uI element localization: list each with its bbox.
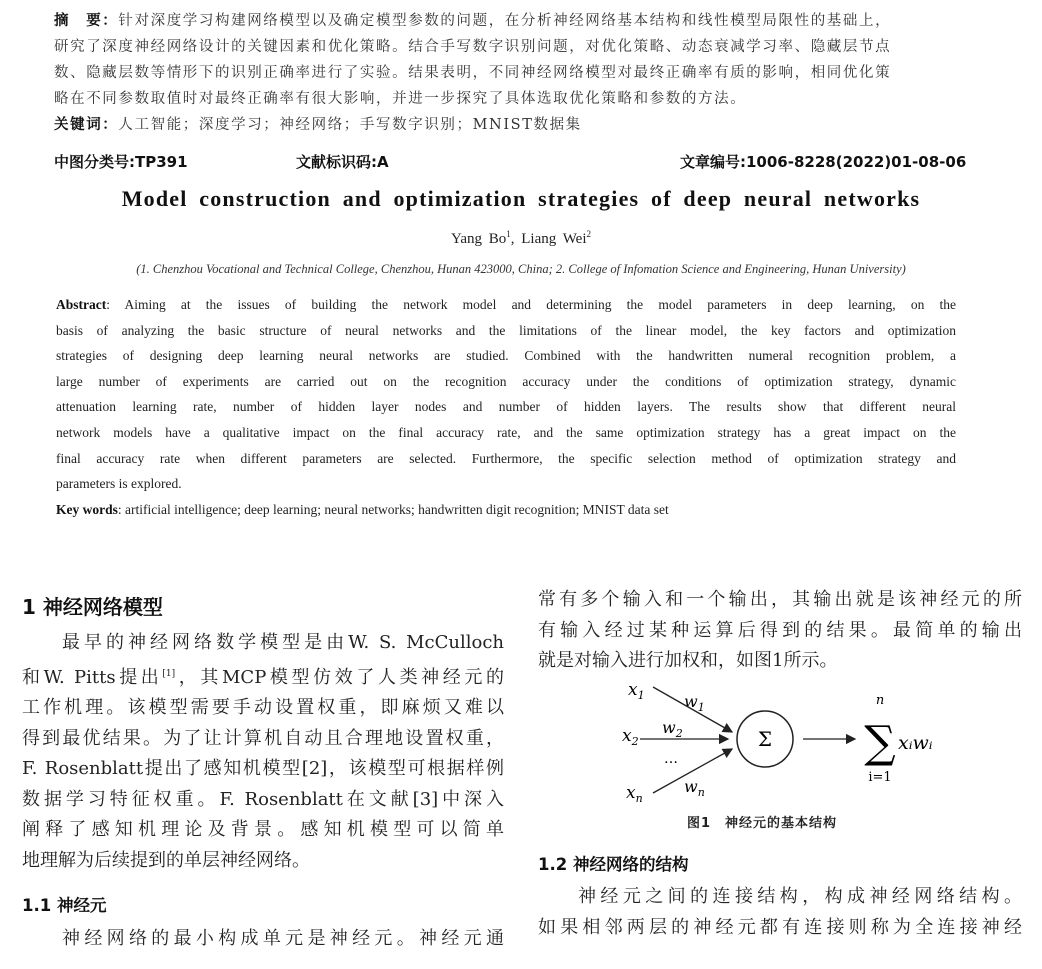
reference-marker[interactable]: [1] [162, 668, 176, 679]
body-line: 和W. Pitts提出[1]，其MCP模型仿效了人类神经元的 [22, 666, 504, 688]
body-line: 常有多个输入和一个输出，其输出就是该神经元的所 [538, 589, 1022, 610]
sum-lower-limit: i=1 [868, 770, 892, 785]
english-abstract-line: parameters is explored. [56, 476, 182, 492]
input-x2: $x_2$ [622, 726, 639, 748]
english-abstract-line: Abstract: Aiming at the issues of building the network model and determining the model parameters in deep learning, on the [56, 297, 956, 312]
body-line: 地理解为后续提到的单层神经网络。 [22, 849, 310, 871]
neuron-diagram [600, 675, 960, 810]
section-1-2-text [538, 882, 1022, 943]
english-abstract-line: strategies of designing deep learning neural networks are studied. Combined with the handwritten numeral recognition problem, a [56, 348, 956, 364]
body-line: 工作机理。该模型需要手动设置权重，即麻烦又难以 [22, 697, 504, 718]
clc-number: 中图分类号:TP391 [54, 153, 188, 171]
english-abstract-line: network models have a qualitative impact on the final accuracy rate, and the same optimization strategy has a great impact on the [56, 424, 956, 440]
ellipsis: … [664, 751, 678, 767]
section-1-2-heading: 1.2 神经网络的结构 [538, 855, 689, 874]
section-1-1-text [22, 924, 504, 955]
body-line: 数据学习特征权重。F. Rosenblatt在文献[3]中深入 [22, 788, 504, 810]
body-line: 得到最优结果。为了让计算机自动且合理地设置权重， [22, 727, 504, 749]
author-1-affiliation-mark: 1 [506, 229, 511, 239]
english-authors: Yang Bo$^1$, Liang Wei$^2$ [451, 229, 591, 247]
chinese-abstract [54, 8, 994, 138]
chinese-abstract-line: 数、隐藏层数等情形下的识别正确率进行了实验。结果表明，不同神经网络模型对最终正确率有质的影响，相同优化策 [54, 65, 892, 81]
right-column-text [538, 585, 1022, 677]
english-abstract-line: final accuracy rate when different parameters are selected. Furthermore, the specific selection method of optimization strategy and [56, 450, 956, 466]
english-keywords: Key words: artificial intelligence; deep learning; neural networks; handwritten digit recognition; MNIST data set [56, 501, 669, 517]
english-abstract-line: attenuation learning rate, number of hidden layer nodes and number of hidden layers. The results show that different neural [56, 399, 956, 415]
author-2-affiliation-mark: 2 [586, 229, 591, 239]
weight-w1: $w_1$ [684, 692, 705, 714]
chinese-keywords: 关键词：人工智能；深度学习；神经网络；手写数字识别；MNIST数据集 [54, 117, 582, 133]
english-abstract-line: basis of analyzing the basic structure of neural networks and the limitations of the linear model, the key factors and optimization [56, 322, 956, 338]
input-x1: $x_1$ [628, 680, 645, 702]
author-1: Yang Bo [451, 231, 507, 247]
body-line: 神经网络的最小构成单元是神经元。神经元通 [62, 928, 504, 949]
sum-upper-limit: n [875, 693, 885, 708]
author-2: Liang Wei [521, 231, 587, 247]
body-line: 如果相邻两层的神经元都有连接则称为全连接神经 [538, 916, 1022, 938]
chinese-abstract-line: 略在不同参数取值时对最终正确率有很大影响，并进一步探究了具体选取优化策略和参数的方法。 [54, 91, 747, 107]
summation-symbol: Σ [757, 727, 773, 751]
chinese-keywords-label: 关键词： [54, 117, 119, 133]
chinese-abstract-line: 研究了深度神经网络设计的关键因素和优化策略。结合手写数字识别问题，对优化策略、动态衰减学习率、隐藏层节点 [54, 39, 892, 55]
sum-term: xᵢwᵢ [898, 732, 933, 754]
english-affiliation: (1. Chenzhou Vocational and Technical College, Chenzhou, Hunan 423000, China; 2. College of Infomation Science and Engineering, Hunan University) [136, 262, 906, 276]
weight-w2: $w_2$ [662, 718, 683, 740]
body-line: 神经元之间的连接结构，构成神经网络结构。 [578, 886, 1022, 907]
english-abstract [56, 292, 956, 522]
english-abstract-line: large number of experiments are carried out on the recognition accuracy under the conditions of optimization strategy, dynamic [56, 373, 956, 389]
section-1-heading: 1 神经网络模型 [22, 595, 163, 619]
article-number: 文章编号:1006-8228(2022)01-08-06 [680, 153, 967, 171]
body-line: 最早的神经网络数学模型是由W. S. McCulloch [62, 632, 504, 653]
chinese-abstract-label: 摘 要： [54, 13, 119, 29]
sum-operator: ∑ [864, 717, 896, 768]
figure-1-caption: 图1 神经元的基本结构 [687, 816, 838, 831]
input-xn: $x_n$ [626, 783, 643, 805]
english-keywords-label: Key words [56, 501, 118, 517]
english-title: Model construction and optimization strategies of deep neural networks [121, 186, 921, 211]
body-line: 有输入经过某种运算后得到的结果。最简单的输出 [538, 619, 1022, 641]
english-abstract-label: Abstract [56, 297, 107, 312]
left-column-text [22, 628, 504, 876]
weight-wn: $w_n$ [684, 777, 705, 799]
body-line: F. Rosenblatt提出了感知机模型[2]，该模型可根据样例 [22, 758, 504, 779]
document-code: 文献标识码:A [296, 153, 389, 171]
body-line: 阐释了感知机理论及背景。感知机模型可以简单 [22, 819, 504, 840]
body-line: 就是对输入进行加权和，如图1所示。 [538, 650, 838, 671]
section-1-1-heading: 1.1 神经元 [22, 896, 107, 915]
chinese-abstract-line: 摘 要：针对深度学习构建网络模型以及确定模型参数的问题，在分析神经网络基本结构和线性模型局限性的基础上， [54, 13, 892, 29]
